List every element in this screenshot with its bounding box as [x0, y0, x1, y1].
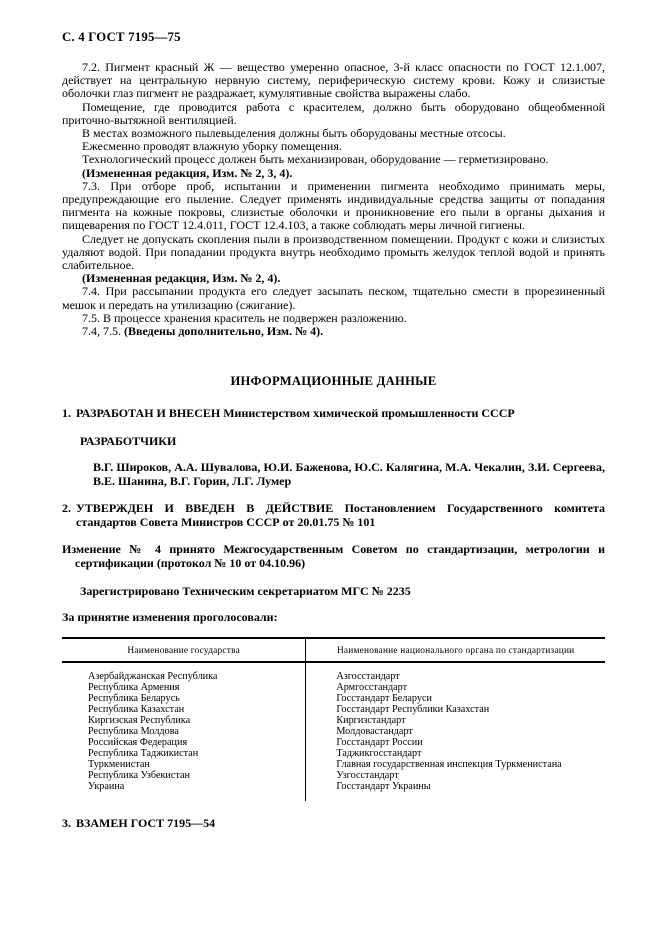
paragraph-text: Следует не допускать скопления пыли в производственном помещении. Продукт с кожи и слизистых удаляют водой. При попадании продукта внутрь необходимо промыть желудок теплой водой и принять слабительное. — [62, 231, 605, 273]
page-header: С. 4 ГОСТ 7195—75 — [62, 30, 181, 44]
paragraph-text: 7.4, 7.5. — [82, 324, 124, 339]
table-cell-state: Азербайджанская Республика — [88, 671, 218, 683]
registration-note: Зарегистрировано Техническим секретариатом МГС № 2235 — [80, 583, 411, 598]
info-section — [62, 407, 605, 831]
paragraph-text-bold: (Измененная редакция, Изм. № 2, 3, 4). — [82, 165, 293, 180]
table-cell-org: Армгосстандарт — [336, 682, 408, 694]
table-cell-org: Госстандарт Украины — [336, 781, 431, 793]
paragraph-text: 7.3. При отборе проб, испытании и применении пигмента необходимо принимать меры, предупреждающие его пыление. Следует применять индивидуальные средства защиты от попадания пигмента на кожные покровы, слизистые оболочки и проникновение его пыли в органы дыхания и пищеварения по ГОСТ 12.4.011, ГОСТ 12.4.103, а также соблюдать меры личной гигиены. — [62, 178, 605, 233]
vote-table-header-state: Наименование государства — [62, 639, 306, 661]
table-cell-org: Госстандарт Беларуси — [336, 693, 432, 705]
body-text-section — [62, 61, 605, 338]
developers-heading: РАЗРАБОТЧИКИ — [80, 434, 177, 449]
vote-intro: За принятие изменения проголосовали: — [62, 610, 278, 625]
table-cell-state: Украина — [88, 781, 125, 793]
vote-table-header-org: Наименование национального органа по стандартизации — [336, 646, 575, 657]
table-cell-state: Туркменистан — [88, 759, 150, 771]
vote-table — [62, 637, 605, 801]
developers-list: В.Г. Широков, А.А. Шувалова, Ю.И. Баженова, Ю.С. Калягина, М.А. Чекалин, З.И. Сергеева, В.Е. Шанина, В.Г. Горин, Л.Г. Лумер — [93, 459, 605, 488]
table-cell-state: Республика Молдова — [88, 726, 179, 738]
table-cell-org: Госстандарт Республики Казахстан — [336, 704, 490, 716]
paragraph-text: 7.2. Пигмент красный Ж — вещество умеренно опасное, 3-й класс опасности по ГОСТ 12.1.007, действует на центральную нервную систему, периферическую систему крови. Кожу и слизистые оболочки глаз пигмент не раздражает, кумулятивные свойства выражены слабо. — [62, 60, 605, 101]
paragraph — [62, 325, 605, 338]
paragraph-text-bold: (Введены дополнительно, Изм. № 4). — [124, 324, 324, 339]
paragraph-text: Помещение, где проводится работа с красителем, должно быть оборудовано общеобменной приточно-вытяжной вентиляцией. — [62, 99, 605, 127]
vote-table-states-column — [62, 663, 306, 801]
paragraph-text: 7.4. При рассыпании продукта его следует засыпать песком, тщательно смести в прорезиненный мешок и передать на утилизацию (сжигание). — [62, 284, 605, 312]
paragraph — [62, 101, 605, 127]
table-cell-state: Республика Узбекистан — [88, 770, 190, 782]
vote-table-header-row — [62, 639, 605, 663]
item-text: ВЗАМЕН ГОСТ 7195—54 — [76, 816, 216, 831]
paragraph-text: В местах возможного пылевыделения должны быть оборудованы местные отсосы. — [82, 126, 506, 141]
amendment-note: Изменение № 4 принято Межгосударственным Советом по стандартизации, метрологии и сертификации (протокол № 10 от 04.10.96) — [62, 542, 605, 570]
paragraph — [62, 285, 605, 311]
item-number: 2. — [62, 501, 71, 516]
table-cell-state: Республика Таджикистан — [88, 748, 199, 760]
paragraph-text: Ежесменно проводят влажную уборку помещения. — [82, 139, 342, 154]
vote-table-body — [62, 663, 605, 801]
table-cell-org: Узгосстандарт — [336, 770, 399, 782]
table-cell-state: Российская Федерация — [88, 737, 188, 749]
info-item-2 — [62, 502, 605, 530]
paragraph — [62, 180, 605, 233]
paragraph-text: 7.5. В процессе хранения краситель не подвержен разложению. — [82, 310, 407, 325]
table-cell-org: Госстандарт России — [336, 737, 423, 749]
table-cell-org: Таджикгосстандарт — [336, 748, 422, 760]
item-number: 3. — [62, 816, 71, 831]
info-item-1 — [62, 407, 605, 421]
table-cell-org: Главная государственная инспекция Туркменистана — [336, 759, 562, 771]
table-cell-state: Киргизская Республика — [88, 715, 191, 727]
table-cell-org: Молдовастандарт — [336, 726, 413, 738]
item-text: УТВЕРЖДЕН И ВВЕДЕН В ДЕЙСТВИЕ Постановлением Государственного комитета стандартов Совета Министров СССР от 20.01.75 № 101 — [76, 501, 605, 530]
table-cell-state: Республика Беларусь — [88, 693, 180, 705]
paragraph-text-bold: (Измененная редакция, Изм. № 2, 4). — [82, 271, 281, 286]
table-cell-state: Республика Армения — [88, 682, 180, 694]
info-item-3 — [62, 817, 605, 831]
table-cell-state: Республика Казахстан — [88, 704, 185, 716]
paragraph — [62, 61, 605, 101]
vote-table-orgs-column — [306, 663, 605, 801]
table-cell-org: Азгосстандарт — [336, 671, 400, 683]
paragraph-text: Технологический процесс должен быть механизирован, оборудование — герметизировано. — [82, 152, 549, 167]
info-section-title: ИНФОРМАЦИОННЫЕ ДАННЫЕ — [230, 374, 437, 389]
paragraph — [62, 233, 605, 273]
item-number: 1. — [62, 406, 71, 421]
item-text: РАЗРАБОТАН И ВНЕСЕН Министерством химической промышленности СССР — [76, 406, 515, 421]
table-cell-org: Киргизстандарт — [336, 715, 406, 727]
